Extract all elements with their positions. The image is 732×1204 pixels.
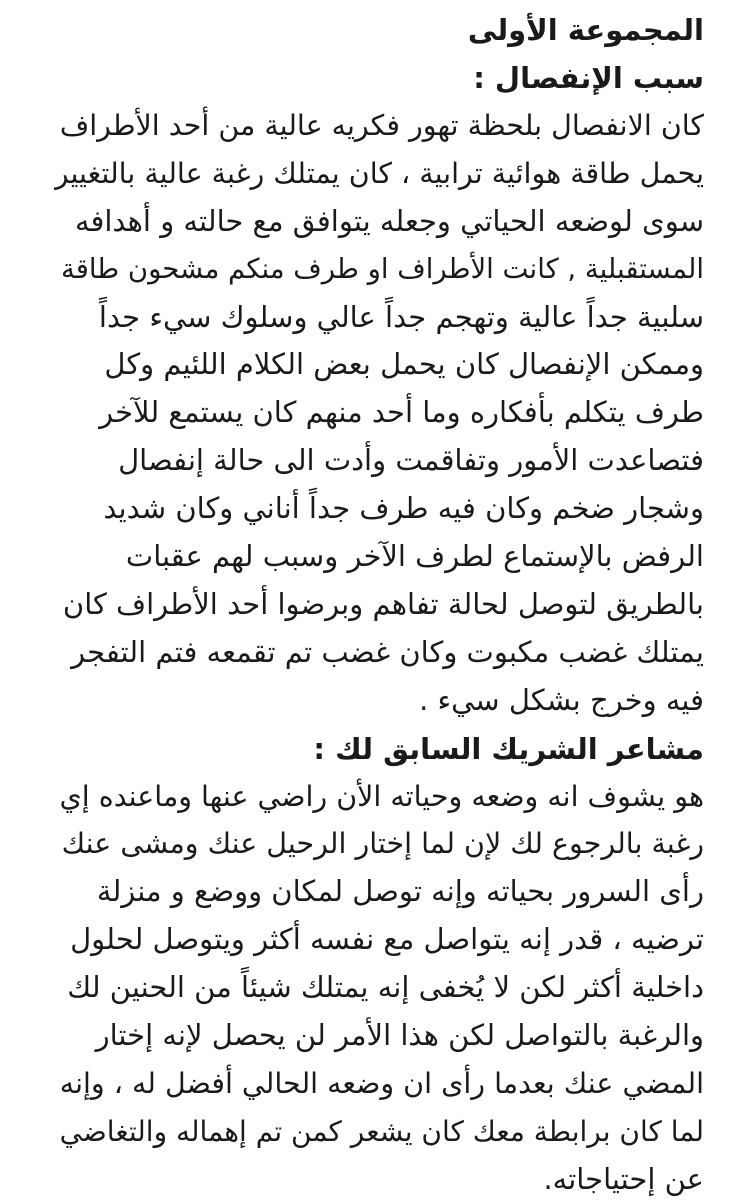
text-line: سوى لوضعه الحياتي وجعله يتوافق مع حالته و أهدافه: [74, 203, 704, 238]
section-body-breakup-reason: [54, 102, 704, 725]
group-title: المجموعة الأولى: [467, 13, 704, 47]
text-line: يحمل طاقة هوائية ترابية ، كان يمتلك رغبة عالية بالتغيير: [54, 156, 704, 190]
text-line: رغبة بالرجوع لك لإن لما إختار الرحيل عنك ومشى عنك: [61, 827, 704, 861]
text-line: ترضيه ، قدر إنه يتواصل مع نفسه أكثر ويتوصل لحلول: [70, 922, 704, 957]
text-line: عن إحتياجاته.: [543, 1161, 704, 1196]
text-line: فيه وخرج بشكل سيء .: [419, 682, 704, 717]
text-line: هو يشوف انه وضعه وحياته الأن راضي عنها وماعنده إي: [59, 779, 704, 813]
text-line: المضي عنك بعدما رأى ان وضعه الحالي أفضل له ، وإنه: [59, 1066, 704, 1100]
text-line: وممكن الإنفصال كان يحمل بعض الكلام اللئيم وكل: [104, 347, 704, 382]
text-line: رأى السرور بحياته وإنه توصل لمكان ووضع و منزلة: [96, 874, 704, 909]
text-line: فتصاعدت الأمور وتفاقمت وأدت الى حالة إنفصال: [118, 443, 704, 478]
text-line: المستقبلية , كانت الأطراف او طرف منكم مشحون طاقة: [60, 252, 704, 285]
text-line: والرغبة بالتواصل لكن هذا الأمر لن يحصل لإنه إختار: [95, 1018, 704, 1053]
text-line: سلبية جداً عالية وتهجم جداً عالي وسلوك سيء جداً: [98, 299, 704, 334]
section-heading-breakup-reason: سبب الإنفصال :: [473, 61, 704, 95]
section-heading-ex-partner-feelings: مشاعر الشريك السابق لك :: [313, 731, 704, 766]
text-line: طرف يتكلم بأفكاره وما أحد منهم كان يستمع للآخر: [99, 395, 704, 430]
text-line: الرفض بالإستماع لطرف الآخر وسبب لهم عقبات: [125, 539, 704, 574]
section-body-ex-partner-feelings: [54, 773, 704, 1204]
text-line: بالطريق لتوصل لحالة تفاهم وبرضوا أحد الأطراف كان: [62, 586, 704, 621]
text-line: داخلية أكثر لكن لا يُخفى إنه يمتلك شيئاً من الحنين لك: [67, 970, 704, 1005]
text-line: كان الانفصال بلحظة تهور فكريه عالية من أحد الأطراف: [59, 109, 704, 142]
text-line: يمتلك غضب مكبوت وكان غضب تم تقمعه فتم التفجر: [71, 634, 704, 669]
text-line: وشجار ضخم وكان فيه طرف جداً أناني وكان شديد: [103, 491, 704, 526]
text-line: لما كان برابطة معك كان يشعر كمن تم إهماله والتغاضي: [59, 1114, 704, 1148]
